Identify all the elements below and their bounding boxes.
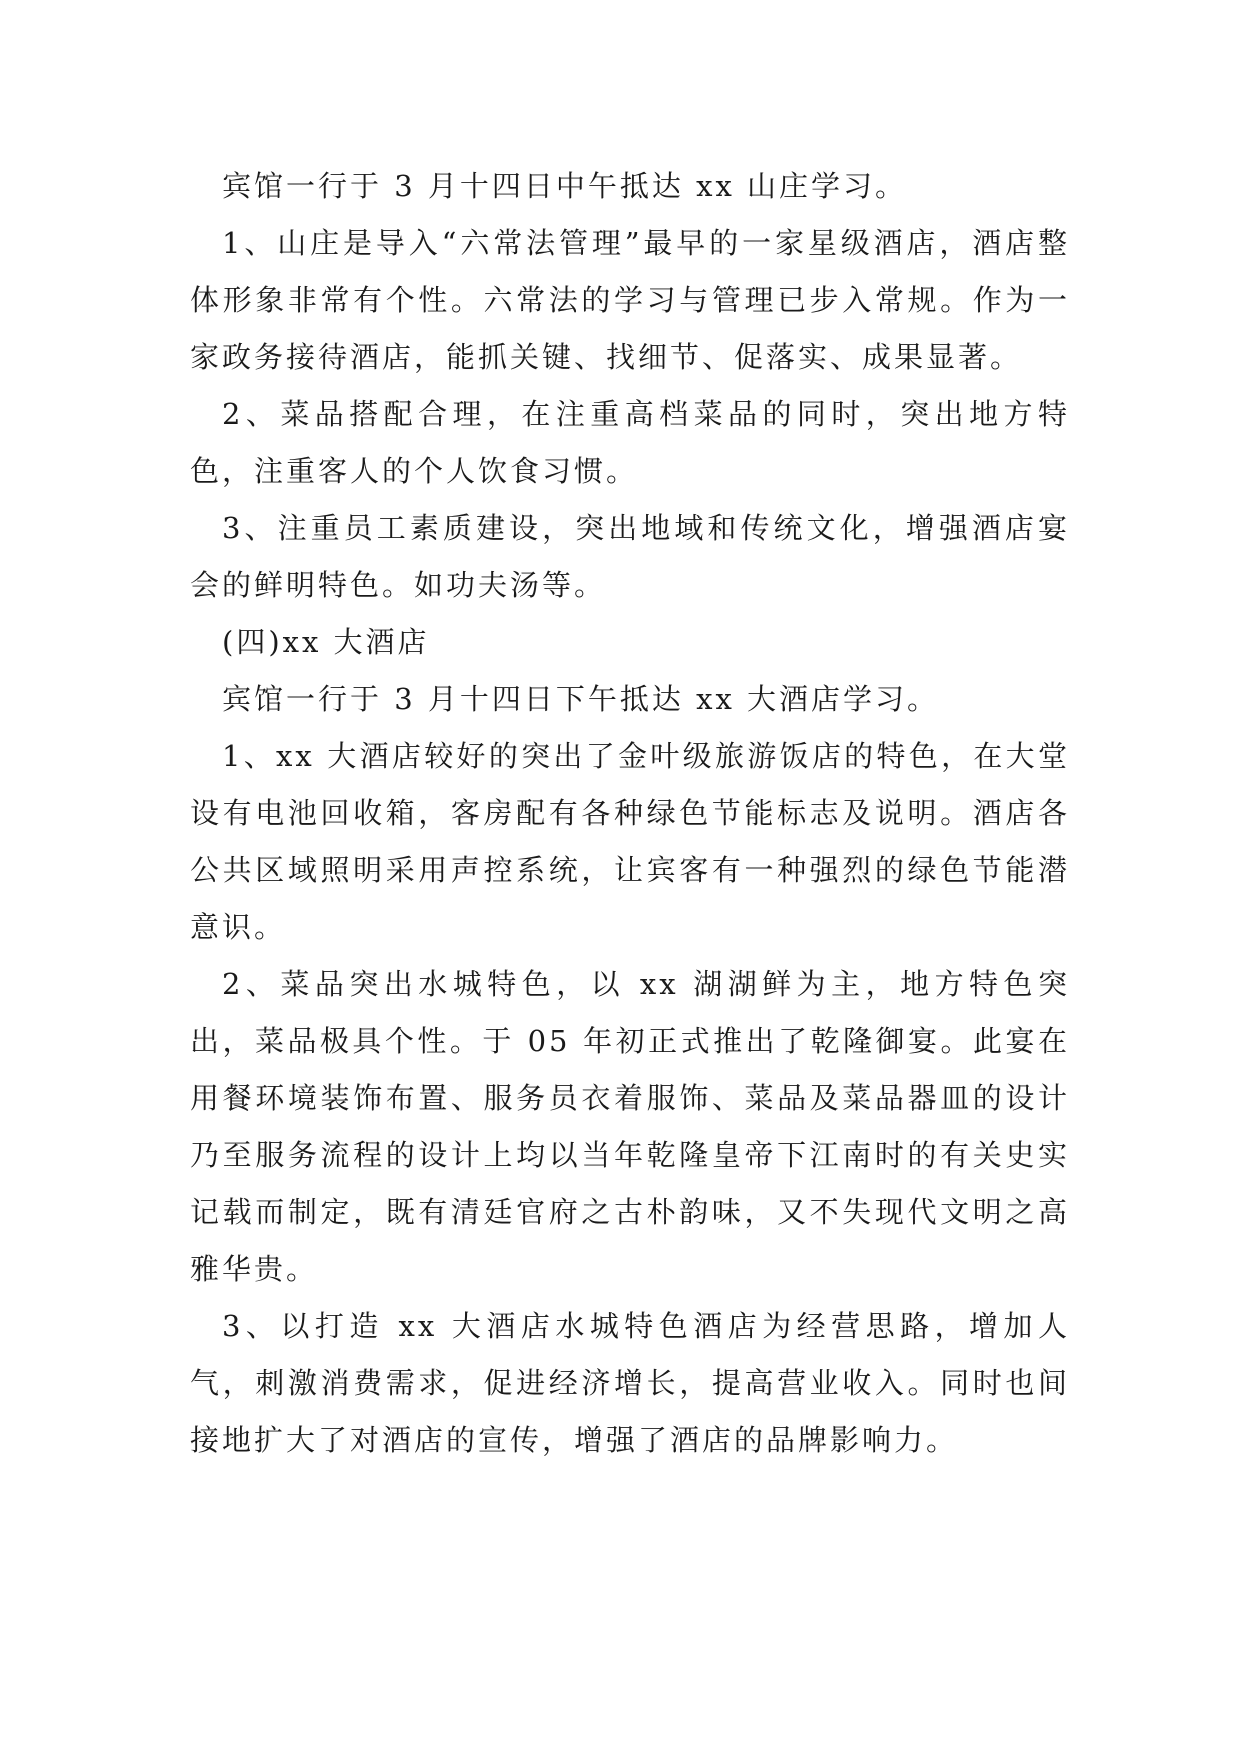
paragraph-arrival-shanzhuang: 宾馆一行于 3 月十四日中午抵达 xx 山庄学习。 <box>222 169 908 203</box>
section-heading-hotel: (四)xx 大酒店 <box>222 625 430 659</box>
paragraph-hotel-point-1: 1、xx 大酒店较好的突出了金叶级旅游饭店的特色，在大堂设有电池回收箱，客房配有各种绿色节能标志及说明。酒店各公共区域照明采用声控系统，让宾客有一种强烈的绿色节能潜意识。 <box>190 739 1070 944</box>
paragraph-arrival-hotel: 宾馆一行于 3 月十四日下午抵达 xx 大酒店学习。 <box>222 682 940 716</box>
paragraph-shanzhuang-point-1: 1、山庄是导入“六常法管理”最早的一家星级酒店，酒店整体形象非常有个性。六常法的学习与管理已步入常规。作为一家政务接待酒店，能抓关键、找细节、促落实、成果显著。 <box>190 226 1070 374</box>
document-page <box>190 158 1070 1469</box>
paragraph-hotel-point-2: 2、菜品突出水城特色，以 xx 湖湖鲜为主，地方特色突出，菜品极具个性。于 05 年初正式推出了乾隆御宴。此宴在用餐环境装饰布置、服务员衣着服饰、菜品及菜品器皿的设计乃至服务流程的设计上均以当年乾隆皇帝下江南时的有关史实记载而制定，既有清廷官府之古朴韵味，又不失现代文明之高雅华贵。 <box>190 967 1070 1286</box>
paragraph-shanzhuang-point-2: 2、菜品搭配合理，在注重高档菜品的同时，突出地方特色，注重客人的个人饮食习惯。 <box>190 397 1070 488</box>
paragraph-shanzhuang-point-3: 3、注重员工素质建设，突出地域和传统文化，增强酒店宴会的鲜明特色。如功夫汤等。 <box>190 511 1070 602</box>
paragraph-hotel-point-3: 3、以打造 xx 大酒店水城特色酒店为经营思路，增加人气，刺激消费需求，促进经济增长，提高营业收入。同时也间接地扩大了对酒店的宣传，增强了酒店的品牌影响力。 <box>190 1309 1070 1457</box>
